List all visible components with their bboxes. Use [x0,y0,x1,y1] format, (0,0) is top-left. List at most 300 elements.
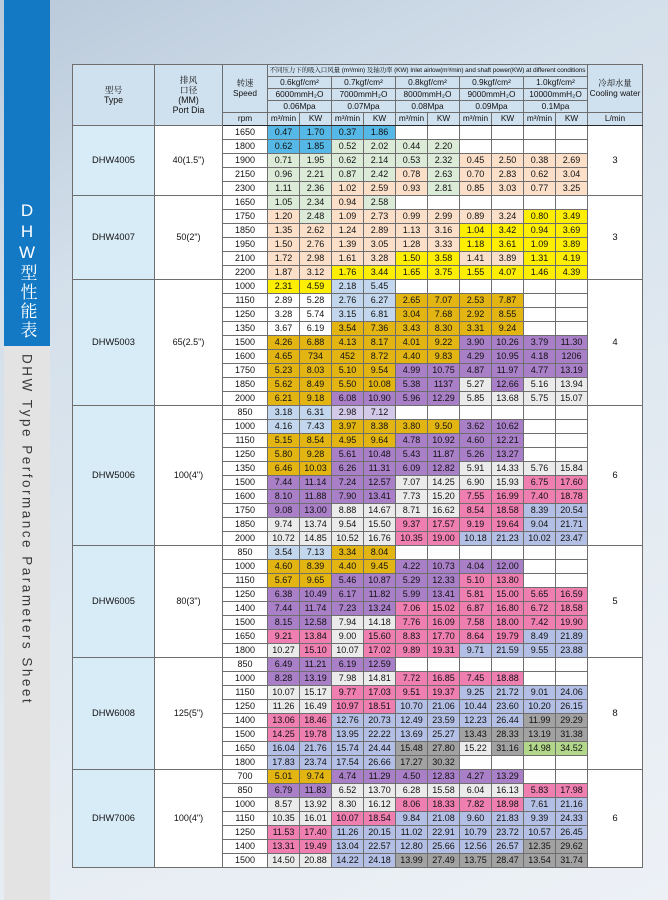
data-cell [556,756,588,770]
data-cell: 8.38 [364,420,396,434]
rpm-cell: 1400 [223,714,268,728]
data-cell [556,574,588,588]
data-cell [524,574,556,588]
data-cell: 20.54 [556,504,588,518]
data-cell: 13.54 [524,854,556,868]
data-cell: 1137 [428,378,460,392]
data-cell: 0.70 [460,168,492,182]
data-cell [524,448,556,462]
header-pressure-kgf-2: 0.7kgf/cm² [332,77,396,89]
rpm-cell: 1650 [223,742,268,756]
data-cell: 9.45 [364,560,396,574]
data-cell: 15.74 [332,742,364,756]
rpm-cell: 1850 [223,518,268,532]
data-cell [556,406,588,420]
data-cell: 2.89 [364,224,396,238]
data-cell: 8.54 [300,434,332,448]
rpm-cell: 1600 [223,350,268,364]
data-cell [556,658,588,672]
data-cell: 5.50 [332,378,364,392]
rpm-cell: 1600 [223,490,268,504]
data-cell: 9.83 [428,350,460,364]
rpm-cell: 1500 [223,854,268,868]
data-cell [460,140,492,154]
header-flow-4: m³/min [460,113,492,126]
data-cell [492,140,524,154]
data-cell: 1.85 [300,140,332,154]
data-cell: 1.65 [396,266,428,280]
data-cell: 34.52 [556,742,588,756]
data-cell: 2.42 [364,168,396,182]
data-cell [524,280,556,294]
table-row [73,770,643,784]
data-cell: 29.29 [556,714,588,728]
header-port-line3: (MM) [178,95,199,105]
data-cell [524,756,556,770]
data-cell: 0.96 [268,168,300,182]
data-cell: 5.15 [268,434,300,448]
data-cell: 9.55 [524,644,556,658]
cooling-water-cell: 6 [588,406,643,546]
rpm-cell: 1800 [223,140,268,154]
data-cell: 12.29 [428,392,460,406]
data-cell: 21.76 [300,742,332,756]
data-cell: 10.97 [332,700,364,714]
data-cell: 5.65 [524,588,556,602]
data-cell: 13.99 [396,854,428,868]
data-cell: 3.24 [492,210,524,224]
data-cell: 7.45 [460,672,492,686]
data-cell: 734 [300,350,332,364]
data-cell: 22.57 [364,840,396,854]
data-cell: 18.58 [556,602,588,616]
model-cell: DHW6005 [73,546,155,658]
rpm-cell: 850 [223,784,268,798]
header-port-dia [155,65,223,126]
data-cell: 3.25 [556,182,588,196]
data-cell: 13.19 [524,728,556,742]
data-cell: 10.03 [300,462,332,476]
data-cell: 6.21 [268,392,300,406]
data-cell: 11.97 [492,364,524,378]
data-cell: 11.21 [300,658,332,672]
data-cell: 1.13 [396,224,428,238]
data-cell: 9.65 [300,574,332,588]
data-cell: 9.25 [460,686,492,700]
data-cell: 21.23 [492,532,524,546]
data-cell: 18.54 [364,812,396,826]
data-cell: 16.49 [300,700,332,714]
data-cell: 9.77 [332,686,364,700]
rpm-cell: 1800 [223,756,268,770]
data-cell [460,196,492,210]
data-cell: 28.47 [492,854,524,868]
data-cell: 14.81 [364,672,396,686]
data-cell: 2.53 [460,294,492,308]
rpm-cell: 1150 [223,812,268,826]
data-cell: 15.00 [492,588,524,602]
data-cell: 3.58 [428,252,460,266]
data-cell [556,280,588,294]
data-cell: 0.85 [460,182,492,196]
data-cell: 3.31 [460,322,492,336]
data-cell: 0.80 [524,210,556,224]
data-cell: 13.92 [300,798,332,812]
rpm-cell: 1250 [223,308,268,322]
data-cell: 5.75 [524,392,556,406]
data-cell: 3.62 [460,420,492,434]
data-cell: 8.06 [396,798,428,812]
data-cell [396,126,428,140]
data-cell: 7.24 [332,476,364,490]
data-cell: 19.90 [556,616,588,630]
data-cell: 0.89 [460,210,492,224]
header-pressure-kgf-4: 0.9kgf/cm² [460,77,524,89]
data-cell: 21.71 [556,518,588,532]
data-cell: 14.33 [492,462,524,476]
data-cell: 15.58 [428,784,460,798]
data-cell [556,672,588,686]
data-cell: 1.50 [268,238,300,252]
data-cell: 7.58 [460,616,492,630]
data-cell: 28.33 [492,728,524,742]
data-cell: 13.74 [300,518,332,532]
data-cell: 12.82 [428,462,460,476]
data-cell: 2.50 [492,154,524,168]
data-cell: 7.98 [332,672,364,686]
data-cell: 2.62 [300,224,332,238]
data-cell [460,546,492,560]
data-cell: 23.59 [428,714,460,728]
data-cell: 1.04 [460,224,492,238]
data-cell: 4.40 [332,560,364,574]
data-cell: 11.87 [428,448,460,462]
data-cell: 21.83 [492,812,524,826]
data-cell [492,196,524,210]
port-dia-cell: 40(1.5") [155,126,223,196]
data-cell [524,546,556,560]
data-cell [492,406,524,420]
data-cell: 13.70 [364,784,396,798]
data-cell: 18.88 [492,672,524,686]
data-cell [492,280,524,294]
data-cell: 15.20 [428,490,460,504]
data-cell: 13.75 [460,854,492,868]
data-cell [524,420,556,434]
data-cell: 7.90 [332,490,364,504]
cooling-water-cell: 3 [588,126,643,196]
data-cell: 13.41 [428,588,460,602]
data-cell: 18.58 [492,504,524,518]
data-cell: 10.70 [396,700,428,714]
rpm-cell: 1150 [223,434,268,448]
data-cell: 8.71 [396,504,428,518]
data-cell: 3.05 [364,238,396,252]
data-cell [492,126,524,140]
data-cell: 1.87 [268,266,300,280]
data-cell: 8.30 [332,798,364,812]
data-cell: 11.31 [364,462,396,476]
data-cell: 7.36 [364,322,396,336]
data-cell: 9.00 [332,630,364,644]
data-cell [396,196,428,210]
data-cell: 3.34 [332,546,364,560]
rpm-cell: 1350 [223,462,268,476]
data-cell: 3.69 [556,224,588,238]
data-cell: 1.31 [524,252,556,266]
data-cell: 5.23 [268,364,300,378]
data-cell: 4.04 [460,560,492,574]
data-cell: 2.76 [300,238,332,252]
data-cell: 1.55 [460,266,492,280]
cooling-water-cell: 4 [588,280,643,406]
rpm-cell: 2000 [223,532,268,546]
data-cell: 3.54 [332,322,364,336]
header-model-cn: 型号 [104,84,123,95]
data-cell: 7.61 [524,798,556,812]
data-cell: 3.42 [492,224,524,238]
data-cell: 9.71 [460,644,492,658]
port-dia-cell: 80(3") [155,546,223,658]
data-cell: 9.74 [268,518,300,532]
data-cell: 7.13 [300,546,332,560]
rpm-cell: 1250 [223,448,268,462]
rpm-cell: 2000 [223,392,268,406]
data-cell: 16.80 [492,602,524,616]
data-cell: 11.82 [364,588,396,602]
data-cell: 0.37 [332,126,364,140]
data-cell: 2.98 [300,252,332,266]
data-cell: 3.04 [396,308,428,322]
data-cell: 9.84 [396,812,428,826]
data-cell: 5.27 [460,378,492,392]
data-cell: 3.54 [268,546,300,560]
data-cell: 5.74 [300,308,332,322]
data-cell: 24.18 [364,854,396,868]
rpm-cell: 1500 [223,476,268,490]
data-cell: 2.36 [300,182,332,196]
data-cell [556,560,588,574]
rpm-cell: 2150 [223,168,268,182]
header-flow-3: m³/min [396,113,428,126]
data-cell: 16.62 [428,504,460,518]
header-pressure-kgf-1: 0.6kgf/cm² [268,77,332,89]
data-cell: 10.95 [492,350,524,364]
data-cell: 18.98 [492,798,524,812]
data-cell: 1.70 [300,126,332,140]
data-cell: 19.78 [300,728,332,742]
data-cell: 3.12 [300,266,332,280]
data-cell: 20.15 [364,826,396,840]
data-cell: 5.01 [268,770,300,784]
data-cell: 16.12 [364,798,396,812]
data-cell: 12.76 [332,714,364,728]
data-cell: 1.76 [332,266,364,280]
port-dia-cell: 100(4") [155,770,223,868]
data-cell: 9.08 [268,504,300,518]
data-cell: 17.40 [300,826,332,840]
data-cell: 2.18 [332,280,364,294]
cooling-water-cell: 6 [588,770,643,868]
data-cell: 12.57 [364,476,396,490]
data-cell: 4.01 [396,336,428,350]
data-cell: 8.04 [364,546,396,560]
data-cell: 16.04 [268,742,300,756]
data-cell: 31.74 [556,854,588,868]
data-cell: 8.83 [396,630,428,644]
data-cell: 14.22 [332,854,364,868]
data-cell: 8.28 [268,672,300,686]
rpm-cell: 1950 [223,238,268,252]
sidebar-title-english: DHW Type Performance Parameters Sheet [19,354,35,706]
data-cell: 10.72 [268,532,300,546]
header-kw-2: KW [364,113,396,126]
data-cell: 6.75 [524,476,556,490]
data-cell: 3.80 [396,420,428,434]
data-cell: 11.30 [556,336,588,350]
data-cell: 1.61 [332,252,364,266]
data-cell: 2.32 [428,154,460,168]
data-cell: 5.81 [460,588,492,602]
data-cell: 1.86 [364,126,396,140]
table-row [73,280,643,294]
data-cell: 0.53 [396,154,428,168]
data-cell [556,322,588,336]
data-cell: 12.33 [428,574,460,588]
data-cell: 2.34 [300,196,332,210]
data-cell: 15.48 [396,742,428,756]
data-cell: 17.57 [428,518,460,532]
data-cell [428,658,460,672]
data-cell: 3.90 [460,336,492,350]
data-cell: 5.99 [396,588,428,602]
data-cell: 13.84 [300,630,332,644]
data-cell: 13.00 [300,504,332,518]
data-cell: 4.27 [460,770,492,784]
model-cell: DHW5006 [73,406,155,546]
data-cell: 3.49 [556,210,588,224]
data-cell: 21.89 [556,630,588,644]
data-cell: 13.27 [492,448,524,462]
model-cell: DHW4005 [73,126,155,196]
header-model [73,65,155,126]
data-cell: 3.18 [268,406,300,420]
data-cell: 15.22 [460,742,492,756]
data-cell: 10.26 [492,336,524,350]
header-port-line4: Port Dia [172,105,205,116]
model-cell: DHW7006 [73,770,155,868]
data-cell [524,294,556,308]
data-cell [396,658,428,672]
data-cell: 17.54 [332,756,364,770]
rpm-cell: 1500 [223,728,268,742]
data-cell: 15.17 [300,686,332,700]
data-cell: 1.24 [332,224,364,238]
data-cell: 3.67 [268,322,300,336]
data-cell: 6.19 [300,322,332,336]
data-cell: 19.79 [492,630,524,644]
rpm-cell: 1750 [223,210,268,224]
data-cell: 10.44 [460,700,492,714]
data-cell: 3.03 [492,182,524,196]
data-cell: 2.69 [556,154,588,168]
data-cell: 1.41 [460,252,492,266]
header-cooling-en: Cooling water [589,87,641,98]
data-cell: 10.57 [524,826,556,840]
data-cell: 9.01 [524,686,556,700]
header-speed-en: Speed [233,87,257,98]
data-cell: 0.62 [524,168,556,182]
data-cell: 13.06 [268,714,300,728]
port-dia-cell: 65(2.5") [155,280,223,406]
table-body [73,126,643,868]
data-cell: 21.59 [492,644,524,658]
header-flow-2: m³/min [332,113,364,126]
rpm-cell: 1750 [223,504,268,518]
data-cell [556,126,588,140]
data-cell: 0.87 [332,168,364,182]
data-cell [556,770,588,784]
data-cell: 4.19 [556,252,588,266]
data-cell: 1.09 [524,238,556,252]
header-port-line2: 口径 [179,84,198,95]
data-cell: 7.44 [268,602,300,616]
header-pressure-mm-1: 6000mmH₂O [268,89,332,101]
data-cell: 7.42 [524,616,556,630]
data-cell: 10.02 [524,532,556,546]
header-cooling-water [588,65,643,113]
data-cell: 13.29 [492,770,524,784]
data-cell: 26.57 [492,840,524,854]
data-cell: 5.16 [524,378,556,392]
data-cell: 1.09 [332,210,364,224]
data-cell: 17.02 [364,644,396,658]
data-cell: 4.16 [268,420,300,434]
data-cell: 16.76 [364,532,396,546]
data-cell [556,546,588,560]
data-cell [524,560,556,574]
data-cell: 9.28 [300,448,332,462]
data-cell: 4.39 [556,266,588,280]
data-cell: 4.59 [300,280,332,294]
data-cell: 27.80 [428,742,460,756]
data-cell: 4.18 [524,350,556,364]
data-cell: 19.49 [300,840,332,854]
data-cell [460,658,492,672]
rpm-cell: 850 [223,658,268,672]
header-pressure-mpa-3: 0.08Mpa [396,101,460,113]
rpm-cell: 1150 [223,686,268,700]
data-cell: 21.08 [428,812,460,826]
data-cell: 7.07 [396,476,428,490]
data-cell: 2.83 [492,168,524,182]
data-cell [524,196,556,210]
rpm-cell: 1250 [223,700,268,714]
data-cell: 8.30 [428,322,460,336]
header-kw-3: KW [428,113,460,126]
data-cell: 3.16 [428,224,460,238]
data-cell: 8.57 [268,798,300,812]
data-cell: 10.48 [364,448,396,462]
rpm-cell: 1850 [223,224,268,238]
sidebar-title-chinese: DHW型性能表 [17,201,37,340]
data-cell: 7.55 [460,490,492,504]
data-cell: 7.76 [396,616,428,630]
port-dia-cell: 100(4") [155,406,223,546]
data-cell: 17.60 [556,476,588,490]
data-cell: 2.76 [332,294,364,308]
data-cell: 15.60 [364,630,396,644]
